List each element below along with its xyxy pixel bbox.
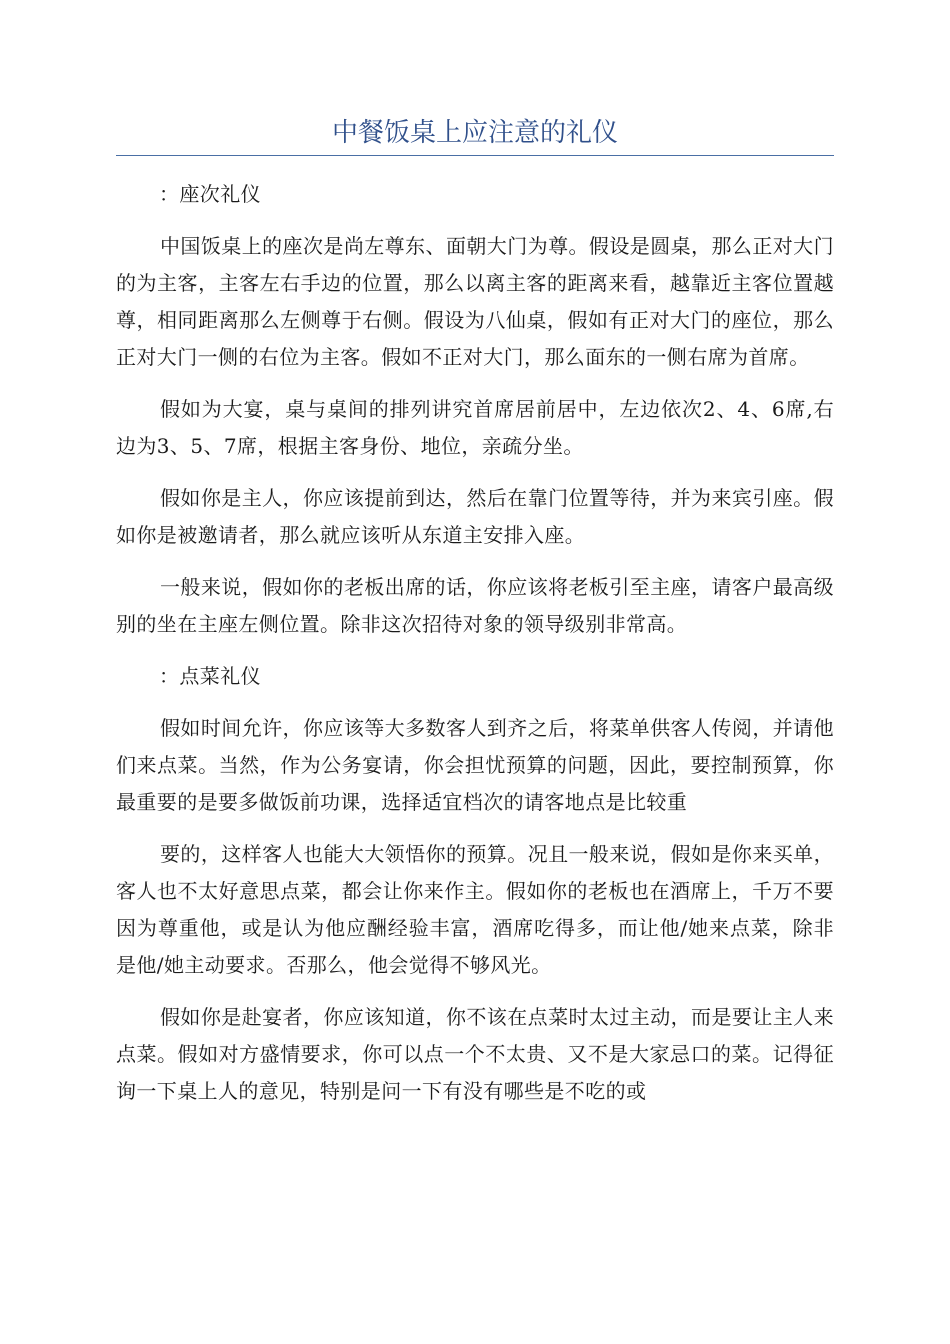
paragraph: 假如为大宴，桌与桌间的排列讲究首席居前居中，左边依次2、4、6席,右边为3、5、7席，根据主客身份、地位，亲疏分坐。 [116, 397, 834, 458]
paragraph: 要的，这样客人也能大大领悟你的预算。况且一般来说，假如是你来买单，客人也不太好意思点菜，都会让你来作主。假如你的老板也在酒席上，千万不要因为尊重他，或是认为他应酬经验丰富，酒席吃得多，而让他/她来点菜，除非是他/她主动要求。否那么，他会觉得不够风光。 [116, 842, 834, 977]
document-title: 中餐饭桌上应注意的礼仪 [331, 118, 618, 148]
document-body [116, 176, 834, 1125]
title-underline [116, 155, 834, 156]
paragraph: 假如你是赴宴者，你应该知道，你不该在点菜时太过主动，而是要让主人来点菜。假如对方盛情要求，你可以点一个不太贵、又不是大家忌口的菜。记得征询一下桌上人的意见，特别是问一下有没有哪些是不吃的或 [116, 1005, 834, 1103]
paragraph: 假如你是主人，你应该提前到达，然后在靠门位置等待，并为来宾引座。假如你是被邀请者，那么就应该听从东道主安排入座。 [116, 486, 834, 547]
paragraph: 中国饭桌上的座次是尚左尊东、面朝大门为尊。假设是圆桌，那么正对大门的为主客，主客左右手边的位置，那么以离主客的距离来看，越靠近主客位置越尊，相同距离那么左侧尊于右侧。假设为八仙桌，假如有正对大门的座位，那么正对大门一侧的右位为主客。假如不正对大门，那么面东的一侧右席为首席。 [116, 234, 834, 369]
paragraph: 假如时间允许，你应该等大多数客人到齐之后，将菜单供客人传阅，并请他们来点菜。当然，作为公务宴请，你会担忧预算的问题，因此，要控制预算，你最重要的是要多做饭前功课，选择适宜档次的请客地点是比较重 [116, 716, 834, 814]
paragraph: 一般来说，假如你的老板出席的话，你应该将老板引至主座，请客户最高级别的坐在主座左侧位置。除非这次招待对象的领导级别非常高。 [116, 575, 834, 636]
document-page [116, 0, 834, 1344]
section-heading-seating: ：座次礼仪 [159, 182, 261, 206]
section-heading-ordering: ：点菜礼仪 [159, 664, 261, 688]
